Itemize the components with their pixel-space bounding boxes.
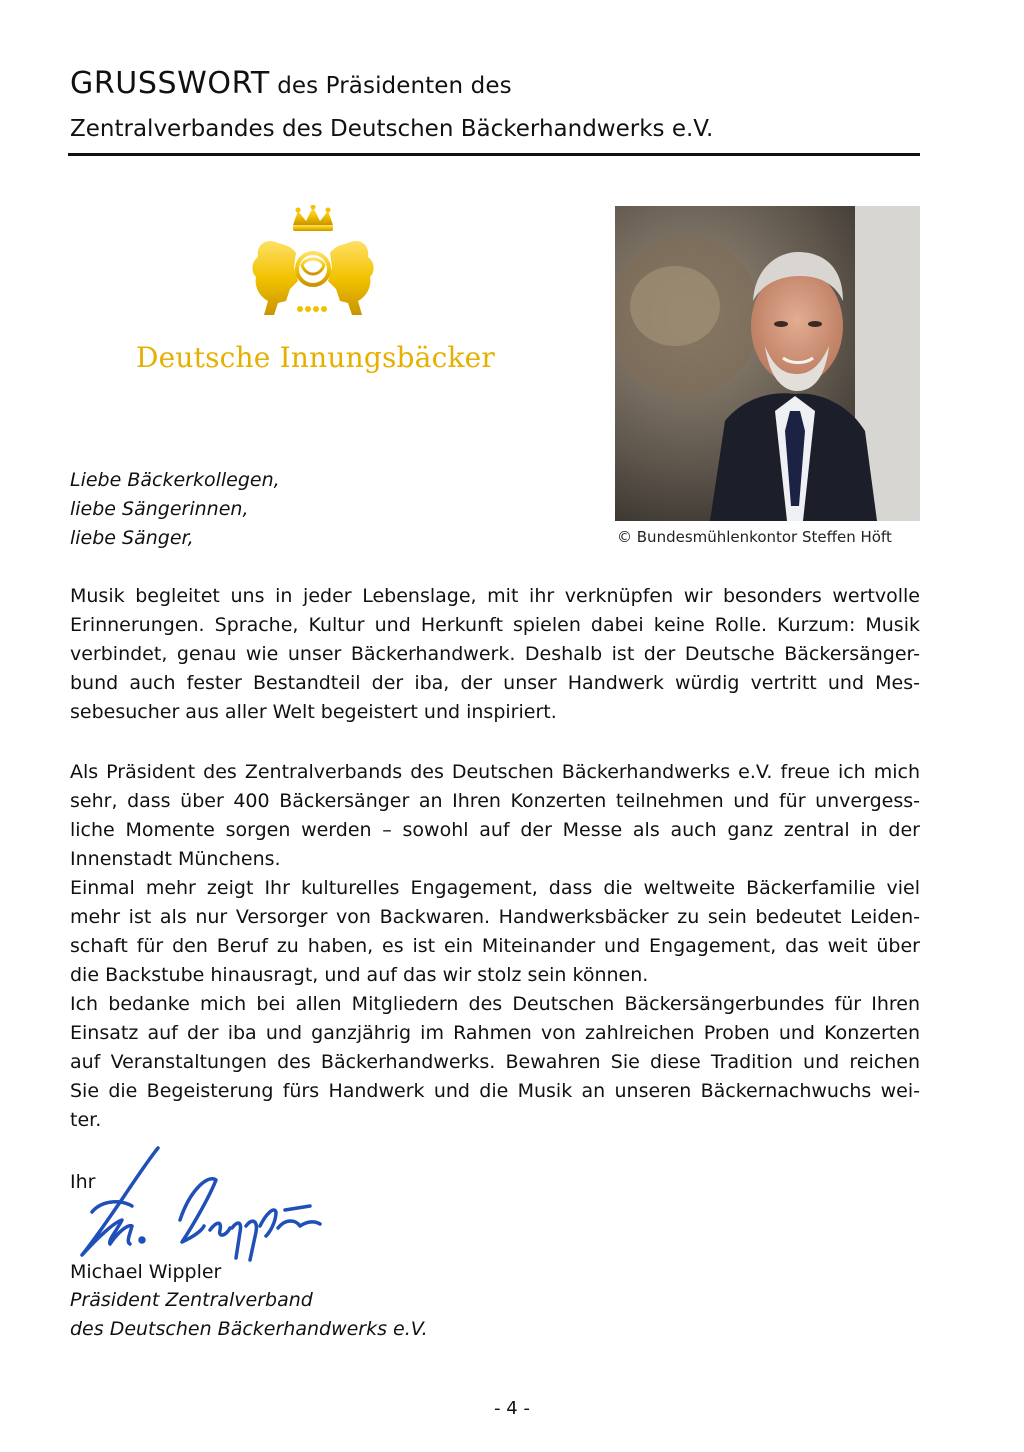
signer-role-line: Präsident Zentralverband bbox=[70, 1289, 313, 1311]
text-line: Sie die Begeisterung fürs Handwerk und die Musik an unseren Bäckernachwuchs wei- bbox=[70, 1080, 920, 1102]
text-line: die Backstube hinausragt, und auf das wir stolz sein können. bbox=[70, 964, 649, 986]
signer-role-line: des Deutschen Bäckerhandwerks e.V. bbox=[70, 1318, 428, 1340]
text-line: Ich bedanke mich bei allen Mitgliedern des Deutschen Bäckersängerbundes für Ihren bbox=[70, 993, 920, 1015]
text-line: Einmal mehr zeigt Ihr kulturelles Engagement, dass die weltweite Bäckerfamilie viel bbox=[70, 877, 920, 899]
text-line: Musik begleitet uns in jeder Lebenslage, mit ihr verknüpfen wir besonders wertvolle bbox=[70, 585, 920, 607]
paragraph-4 bbox=[70, 990, 920, 1135]
page-number: - 4 - bbox=[494, 1398, 530, 1419]
text-line: auf Veranstaltungen des Bäckerhandwerks. Bewahren Sie diese Tradition und reichen bbox=[70, 1051, 920, 1073]
text-line: Innenstadt Münchens. bbox=[70, 848, 281, 870]
title-rest: des Präsidenten des bbox=[269, 73, 512, 99]
crowned-lions-crest-icon bbox=[238, 205, 388, 325]
text-line: mehr ist als nur Versorger von Backwaren. Handwerksbäcker zu sein bedeutet Leiden- bbox=[70, 906, 920, 928]
salutation bbox=[70, 466, 280, 553]
header-divider bbox=[68, 153, 920, 156]
text-line: Einsatz auf der iba und ganzjährig im Rahmen von zahlreichen Proben und Konzerten bbox=[70, 1022, 920, 1044]
page-subtitle: Zentralverbandes des Deutschen Bäckerhandwerks e.V. bbox=[70, 116, 714, 142]
text-line: Erinnerungen. Sprache, Kultur und Herkunft spielen dabei keine Rolle. Kurzum: Musik bbox=[70, 614, 920, 636]
page-title bbox=[70, 68, 512, 102]
closing-word: Ihr bbox=[70, 1171, 96, 1193]
paragraph-2 bbox=[70, 758, 920, 874]
paragraph-1 bbox=[70, 582, 920, 727]
text-line: verbindet, genau wie unser Bäckerhandwerk. Deshalb ist der Deutsche Bäckersänger- bbox=[70, 643, 920, 665]
paragraph-3 bbox=[70, 874, 920, 990]
text-line: liche Momente sorgen werden – sowohl auf der Messe als auch ganz zentral in der bbox=[70, 819, 920, 841]
text-line: sehr, dass über 400 Bäckersänger an Ihren Konzerten teilnehmen und für unvergess- bbox=[70, 790, 920, 812]
text-line: ter. bbox=[70, 1109, 102, 1131]
text-line: Als Präsident des Zentralverbands des Deutschen Bäckerhandwerks e.V. freue ich mich bbox=[70, 761, 920, 783]
signer-name: Michael Wippler bbox=[70, 1261, 222, 1283]
title-keyword: GRUSSWORT bbox=[70, 66, 270, 101]
brand-name: Deutsche Innungsbäcker bbox=[136, 341, 495, 374]
salutation-line: liebe Sängerinnen, bbox=[70, 498, 249, 520]
salutation-line: Liebe Bäckerkollegen, bbox=[70, 469, 280, 491]
signer-role bbox=[70, 1286, 428, 1344]
salutation-line: liebe Sänger, bbox=[70, 527, 194, 549]
text-line: schaft für den Beruf zu haben, es ist ein Miteinander und Engagement, das weit über bbox=[70, 935, 920, 957]
text-line: bund auch fester Bestandteil der iba, der unser Handwerk würdig vertritt und Mes- bbox=[70, 672, 920, 694]
photo-caption: © Bundesmühlenkontor Steffen Höft bbox=[617, 528, 892, 546]
text-line: sebesucher aus aller Welt begeistert und inspiriert. bbox=[70, 701, 557, 723]
handwritten-signature-icon bbox=[70, 1140, 350, 1270]
president-portrait-photo bbox=[615, 206, 920, 521]
